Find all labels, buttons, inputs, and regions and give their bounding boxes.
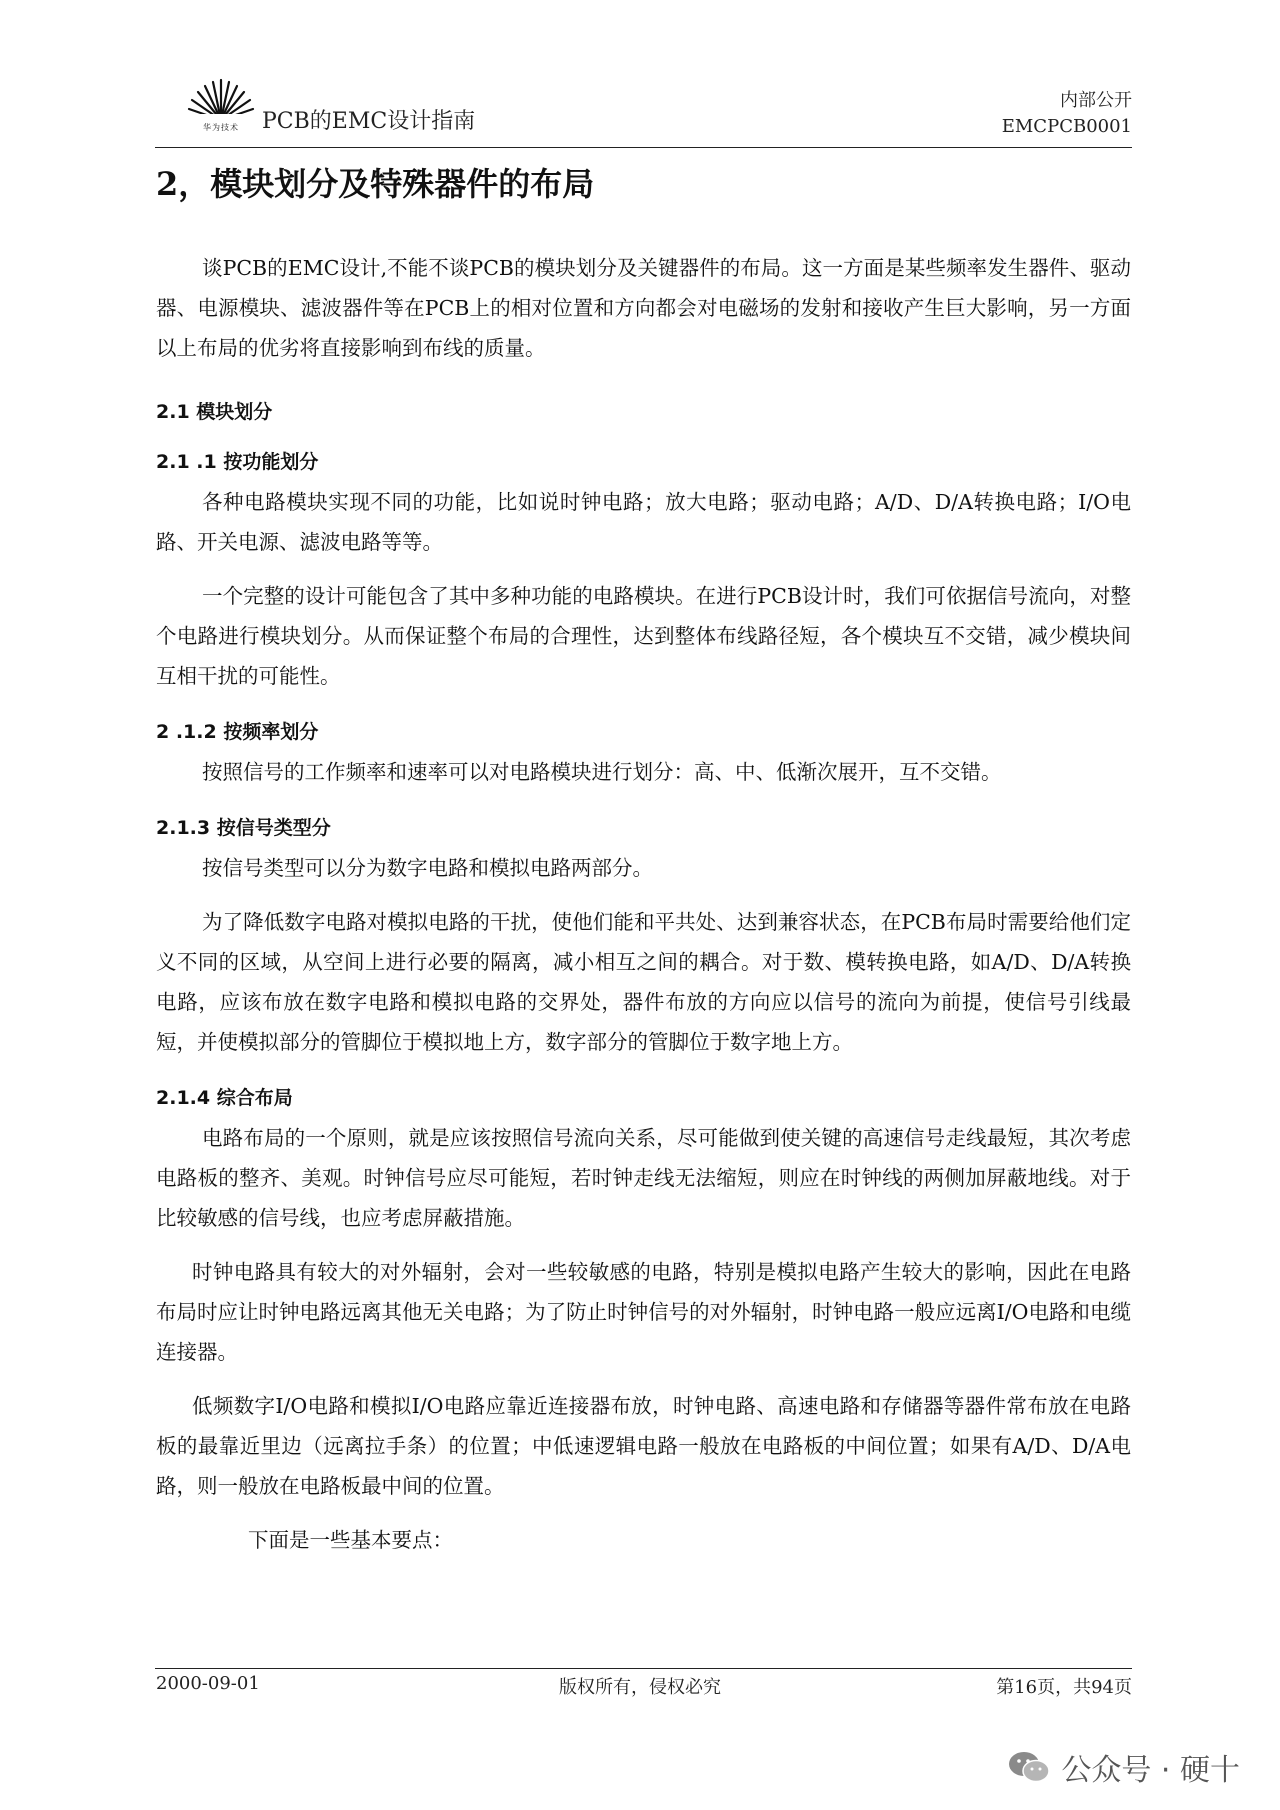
wechat-icon <box>1007 1749 1051 1785</box>
subsection-heading-2-1-3: 2.1.3 按信号类型分 <box>156 817 331 839</box>
paragraph: 按照信号的工作频率和速率可以对电路模块进行划分：高、中、低渐次展开，互不交错。 <box>202 760 1002 784</box>
subsection-heading-2-1-1: 2.1 .1 按功能划分 <box>156 451 319 473</box>
document-body <box>156 156 1131 1560</box>
logo-caption: 华为技术 <box>203 123 239 132</box>
paragraph: 下面是一些基本要点： <box>248 1528 453 1552</box>
footer-copyright: 版权所有，侵权必究 <box>559 1677 721 1698</box>
document-code: EMCPCB0001 <box>1001 116 1132 137</box>
classification-label: 内部公开 <box>1060 90 1132 111</box>
paragraph: 低频数字I/O电路和模拟I/O电路应靠近连接器布放，时钟电路、高速电路和存储器等器件常布放在电路板的最靠近里边（远离拉手条）的位置；中低速逻辑电路一般放在电路板的中间位置；如果有A/D、D/A电路，则一般放在电路板最中间的位置。 <box>156 1394 1131 1498</box>
subsection-heading-2-1-2: 2 .1.2 按频率划分 <box>156 721 319 743</box>
paragraph: 为了降低数字电路对模拟电路的干扰，使他们能和平共处、达到兼容状态，在PCB布局时需要给他们定义不同的区域，从空间上进行必要的隔离，减小相互之间的耦合。对于数、模转换电路，如A/D、D/A转换电路，应该布放在数字电路和模拟电路的交界处，器件布放的方向应以信号的流向为前提，使信号引线最短，并使模拟部分的管脚位于模拟地上方，数字部分的管脚位于数字地上方。 <box>156 910 1131 1054</box>
header-right <box>1002 88 1132 140</box>
huawei-logo <box>186 76 256 134</box>
sunburst-logo-icon <box>186 76 256 122</box>
footer-date: 2000-09-01 <box>156 1673 260 1694</box>
section-heading-2-1: 2.1 模块划分 <box>156 401 273 423</box>
footer-page-number: 第16页，共94页 <box>996 1677 1132 1698</box>
watermark-text: 公众号 · 硬十 <box>1061 1753 1240 1788</box>
document-title: PCB的EMC设计指南 <box>262 109 476 134</box>
paragraph: 时钟电路具有较大的对外辐射，会对一些较敏感的电路，特别是模拟电路产生较大的影响，因此在电路布局时应让时钟电路远离其他无关电路；为了防止时钟信号的对外辐射，时钟电路一般应远离I/O电路和电缆连接器。 <box>156 1260 1131 1364</box>
footer-rule <box>155 1668 1132 1669</box>
watermark <box>1007 1745 1240 1789</box>
paragraph: 电路布局的一个原则，就是应该按照信号流向关系，尽可能做到使关键的高速信号走线最短，其次考虑电路板的整齐、美观。时钟信号应尽可能短，若时钟走线无法缩短，则应在时钟线的两侧加屏蔽地线。对于比较敏感的信号线，也应考虑屏蔽措施。 <box>156 1126 1131 1230</box>
intro-paragraph: 谈PCB的EMC设计,不能不谈PCB的模块划分及关键器件的布局。这一方面是某些频率发生器件、驱动器、电源模块、滤波器件等在PCB上的相对位置和方向都会对电磁场的发射和接收产生巨大影响，另一方面以上布局的优劣将直接影响到布线的质量。 <box>156 256 1131 360</box>
paragraph: 各种电路模块实现不同的功能，比如说时钟电路；放大电路；驱动电路；A/D、D/A转换电路；I/O电路、开关电源、滤波电路等等。 <box>156 490 1131 554</box>
subsection-heading-2-1-4: 2.1.4 综合布局 <box>156 1087 293 1109</box>
paragraph: 按信号类型可以分为数字电路和模拟电路两部分。 <box>202 856 653 880</box>
chapter-title: 2，模块划分及特殊器件的布局 <box>156 165 595 203</box>
paragraph: 一个完整的设计可能包含了其中多种功能的电路模块。在进行PCB设计时，我们可依据信号流向，对整个电路进行模块划分。从而保证整个布局的合理性，达到整体布线路径短，各个模块互不交错，减少模块间互相干扰的可能性。 <box>156 584 1131 688</box>
header-rule <box>155 147 1132 148</box>
